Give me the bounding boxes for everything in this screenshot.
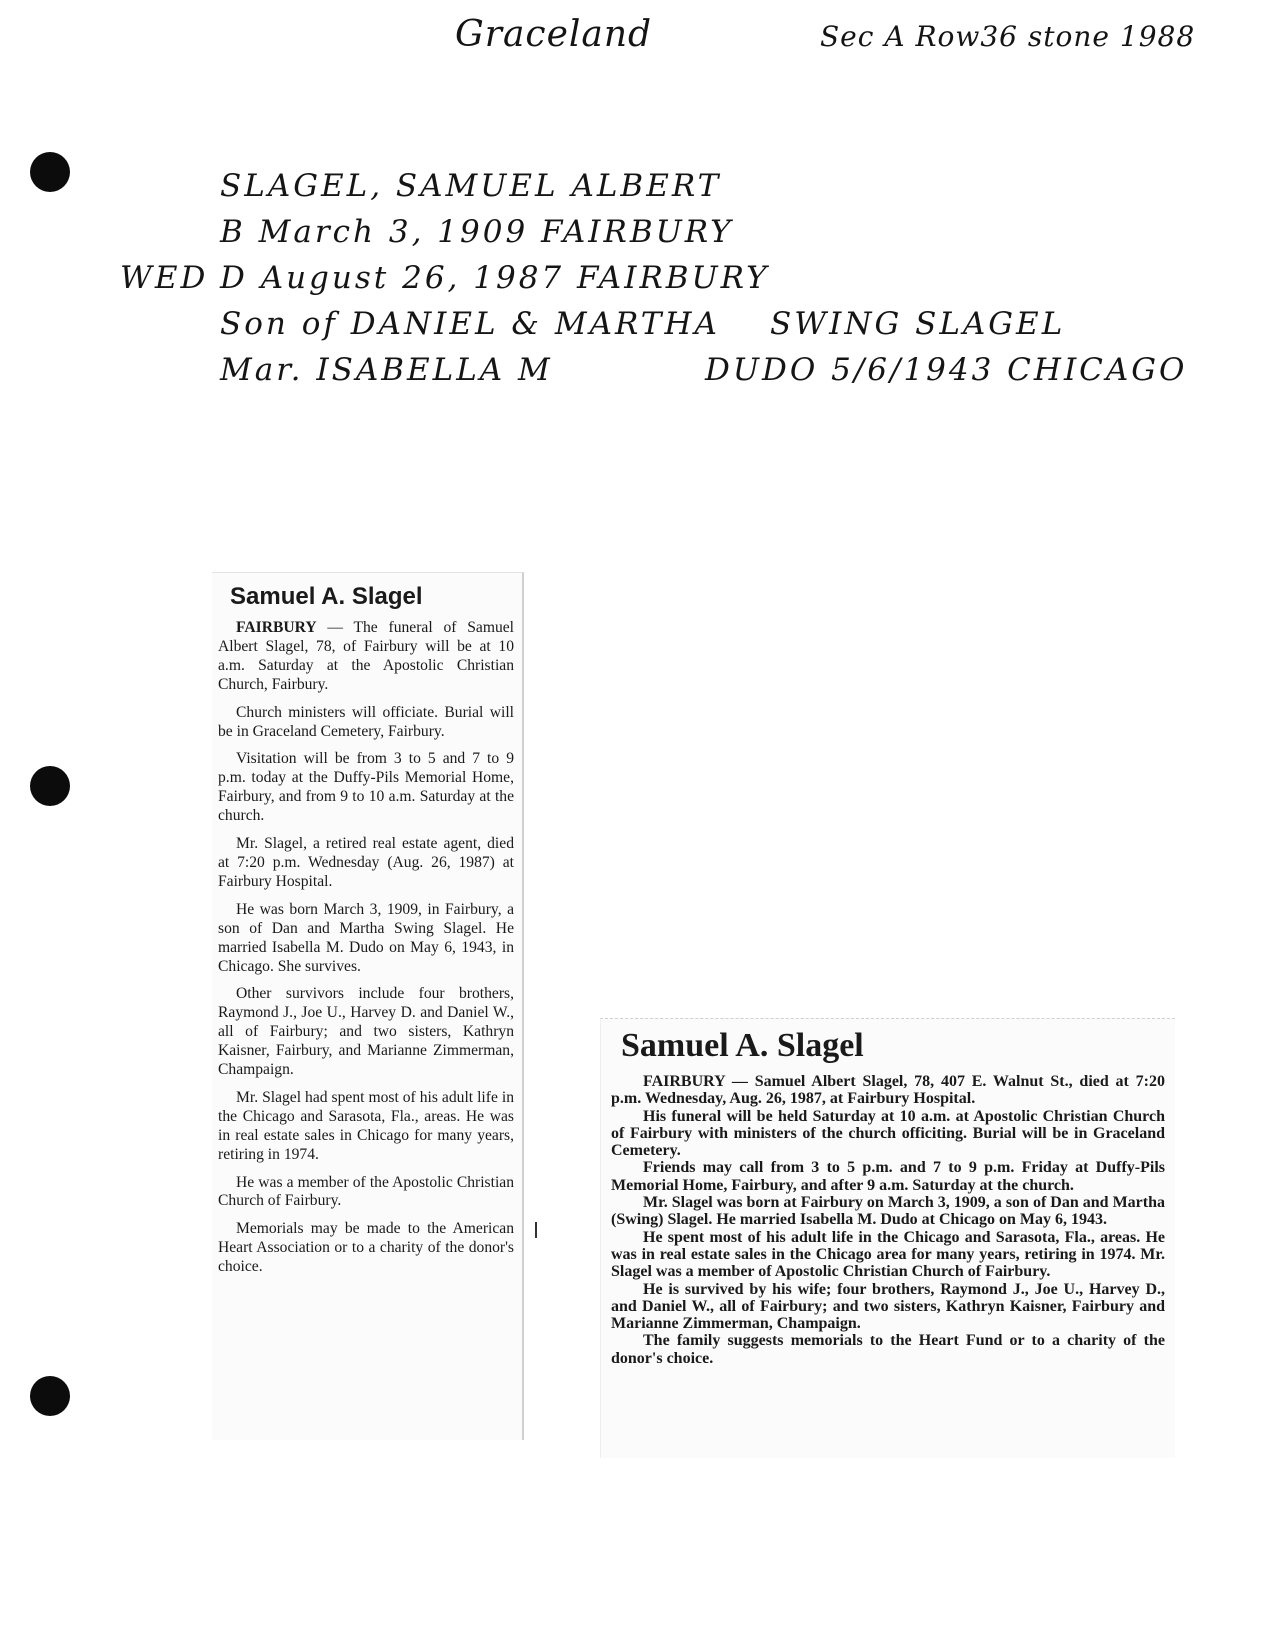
handwritten-line-name [120,168,1130,214]
clipping-left-paragraph-6: Other survivors include four brothers, Raymond J., Joe U., Harvey D. and Daniel W., all of Fairbury; and two sisters, Kathryn Kaisner, Fairbury, and Marianne Zimmerman, Champaign. [218,985,514,1079]
handwritten-name: SLAGEL, SAMUEL ALBERT [220,168,722,204]
handwritten-line-death [120,260,1130,306]
clipping-left-paragraph-4: Mr. Slagel, a retired real estate agent, died at 7:20 p.m. Wednesday (Aug. 26, 1987) at Fairbury Hospital. [218,835,514,890]
clipping-right-paragraph-6: He is survived by his wife; four brothers, Raymond J., Joe U., Harvey D., and Daniel W., all of Fairbury; and two sisters, Kathryn Kaisner, Fairbury and Marianne Zimmerman, Champaign. [611,1280,1165,1333]
clipping-left-dateline: FAIRBURY [236,619,317,636]
obituary-clipping-left [212,572,524,1440]
binder-hole-bottom [30,1376,70,1416]
handwritten-death: D August 26, 1987 FAIRBURY [220,260,770,296]
clipping-right-paragraph-4: Mr. Slagel was born at Fairbury on March 3, 1909, a son of Dan and Martha (Swing) Slagel. He married Isabella M. Dudo at Chicago on May 6, 1943. [611,1194,1165,1229]
handwritten-birth: B March 3, 1909 FAIRBURY [220,214,734,250]
clipping-left-paragraph-1 [218,619,514,695]
scan-mark [535,1222,537,1238]
clipping-left-paragraph-3: Visitation will be from 3 to 5 and 7 to 9 p.m. today at the Duffy-Pils Memorial Home, Fairbury, and from 9 to 10 a.m. Saturday at the church. [218,750,514,825]
binder-hole-top [30,152,70,192]
clipping-left-paragraph-1-text: — The funeral of Samuel Albert Slagel, 78, of Fairbury will be at 10 a.m. Saturday at the Apostolic Christian Church, Fairbury. [218,619,514,693]
clipping-left-paragraph-9: Memorials may be made to the American Heart Association or to a charity of the donor's choice. [218,1220,514,1276]
handwritten-parents-first: Son of DANIEL & MARTHA [220,306,720,342]
handwritten-marriage-second: DUDO 5/6/1943 CHICAGO [705,352,1188,388]
handwritten-line-birth [120,214,1130,260]
handwritten-line-parents [120,306,1130,352]
binder-hole-middle [30,766,70,806]
handwritten-death-day: WED [120,260,209,296]
handwritten-cemetery-name: Graceland [455,14,653,55]
clipping-left-headline: Samuel A. Slagel [230,583,423,610]
handwritten-record [120,168,1188,398]
clipping-left-paragraph-2: Church ministers will officiate. Burial will be in Graceland Cemetery, Fairbury. [218,703,514,740]
clipping-right-paragraph-1-text: — Samuel Albert Slagel, 78, 407 E. Walnut St., died at 7:20 p.m. Wednesday, Aug. 26, 1987, at Fairbury Hospital. [611,1073,1165,1108]
clipping-left-paragraph-5: He was born March 3, 1909, in Fairbury, a son of Dan and Martha Swing Slagel. He married Isabella M. Dudo on May 6, 1943, in Chicago. She survives. [218,900,514,975]
clipping-right-paragraph-7: The family suggests memorials to the Heart Fund or to a charity of the donor's choice. [611,1332,1165,1367]
obituary-clipping-right [600,1018,1175,1458]
clipping-right-paragraph-3: Friends may call from 3 to 5 p.m. and 7 to 9 p.m. Friday at Duffy-Pils Memorial Home, Fairbury, and after 9 a.m. Saturday at the church. [611,1159,1165,1194]
clipping-right-dateline: FAIRBURY [643,1073,726,1090]
handwritten-plot-location: Sec A Row36 stone 1988 [820,20,1196,53]
handwritten-marriage-first: Mar. ISABELLA M [220,352,553,388]
handwritten-line-marriage [120,352,1188,398]
handwritten-parents-second: SWING SLAGEL [770,306,1066,342]
clipping-right-paragraph-2: His funeral will be held Saturday at 10 a.m. at Apostolic Christian Church of Fairbury with ministers of the church officiting. Burial will be in Graceland Cemetery. [611,1107,1165,1160]
clipping-right-headline: Samuel A. Slagel [621,1027,864,1064]
clipping-left-paragraph-8: He was a member of the Apostolic Christian Church of Fairbury. [218,1173,514,1210]
clipping-right-paragraph-1 [611,1073,1165,1108]
clipping-right-paragraph-5: He spent most of his adult life in the Chicago and Sarasota, Fla., areas. He was in real estate sales in the Chicago area for many years, retiring in 1974. Mr. Slagel was a member of Apostolic Christian Church of Fairbury. [611,1228,1165,1281]
clipping-left-paragraph-7: Mr. Slagel had spent most of his adult life in the Chicago and Sarasota, Fla., areas. He was in real estate sales in Chicago for many years, retiring in 1974. [218,1088,514,1163]
